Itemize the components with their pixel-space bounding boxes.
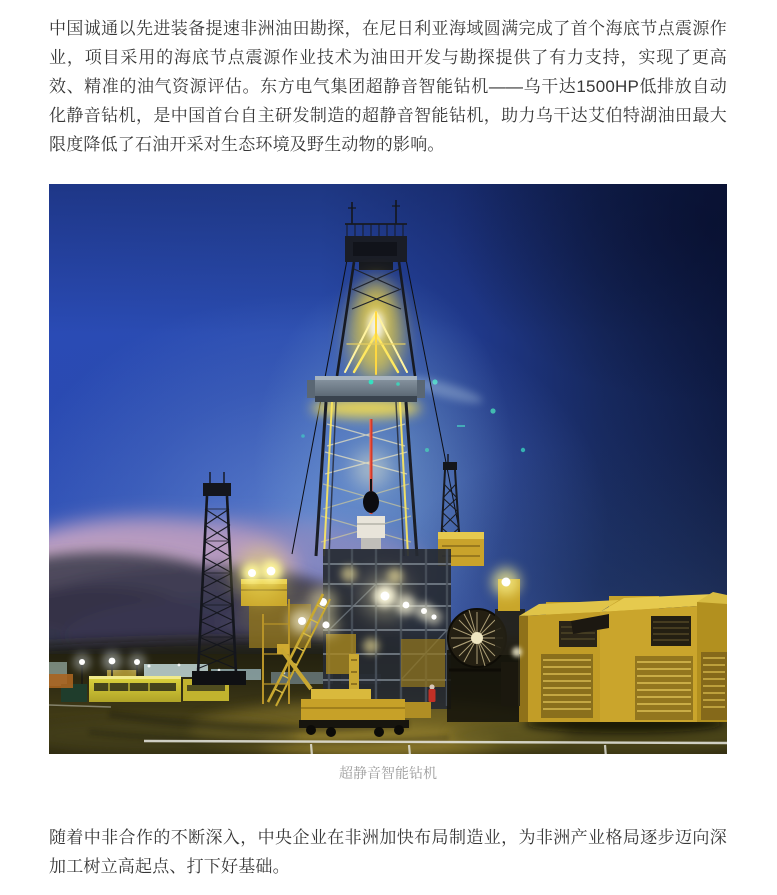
generator-containers [519, 592, 727, 733]
photo-caption: 超静音智能钻机 [339, 765, 437, 781]
article-paragraph-2: 随着中非合作的不断深入，中央企业在非洲加快布局制造业，为非洲产业格局逐步迈向深加工树立高起点、打下好基础。 [49, 828, 727, 876]
article-figure [49, 184, 727, 783]
article-paragraph-1: 中国诚通以先进装备提速非洲油田勘探，在尼日利亚海域圆满完成了首个海底节点震源作业，项目采用的海底节点震源作业技术为油田开发与勘探提供了有力支持，实现了更高效、精准的油气资源评估。东方电气集团超静音智能钻机——乌干达1500HP低排放自动化静音钻机，是中国首台自主研发制造的超静音智能钻机，助力乌干达艾伯特湖油田最大限度降低了石油开采对生态环境及野生动物的影响。 [49, 19, 727, 154]
article-photo [49, 184, 727, 754]
worker-figure [429, 684, 436, 702]
